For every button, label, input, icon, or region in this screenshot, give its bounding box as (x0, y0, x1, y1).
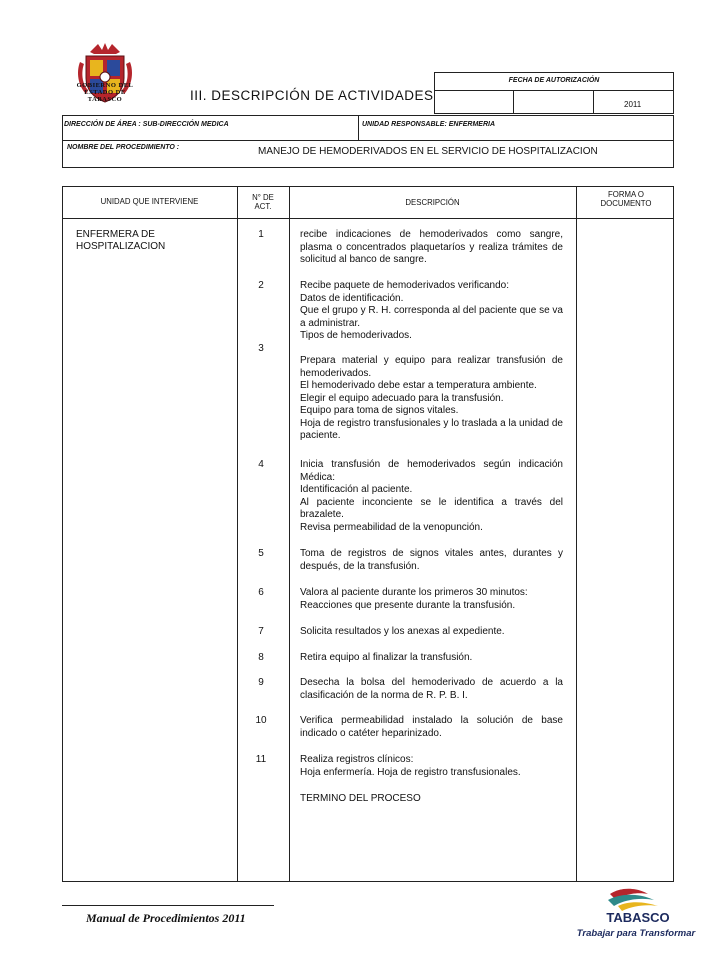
description-line: Solicita resultados y los anexas al expediente. (300, 626, 505, 637)
logo-caption-line-2: ESTADO DE (84, 89, 126, 96)
activity-description (300, 548, 563, 573)
activity-description (300, 229, 563, 267)
divider (593, 90, 594, 114)
description-line: Inicia transfusión de hemoderivados según indicación Médica: (300, 459, 563, 483)
activity-number: 6 (258, 587, 264, 598)
description-line: Equipo para toma de signos vitales. (300, 405, 459, 416)
manual-title: Manual de Procedimientos 2011 (86, 911, 246, 925)
activity-number: 10 (255, 715, 267, 726)
direccion-area: DIRECCIÓN DE ÁREA : SUB-DIRECCIÓN MEDICA (64, 121, 229, 128)
column-divider (289, 186, 290, 882)
activity-description (300, 280, 563, 343)
description-line: Hoja enfermería. Hoja de registro transfusionales. (300, 766, 521, 778)
direccion-row (62, 115, 674, 141)
activity-number: 9 (258, 677, 264, 688)
description-line: Tipos de hemoderivados. (300, 330, 412, 341)
activity-description (300, 626, 563, 639)
unidad-interviene: ENFERMERA DE HOSPITALIZACION (76, 229, 166, 252)
activity-number: 11 (255, 754, 267, 765)
activity-description (300, 459, 563, 534)
activity-number: 8 (258, 652, 264, 663)
column-divider (576, 186, 577, 882)
description-line: Valora al paciente durante los primeros 30 minutos: (300, 587, 528, 598)
activity-number: 2 (258, 280, 264, 291)
description-line: Hoja de registro transfusionales y lo traslada a la unidad de paciente. (300, 417, 563, 441)
unidad-responsable: UNIDAD RESPONSABLE: ENFERMERIA (362, 121, 496, 128)
description-line: Prepara material y equipo para realizar transfusión de hemoderivados. (300, 355, 563, 379)
activity-description (300, 587, 563, 612)
activity-description (300, 677, 563, 702)
logo-caption-line-1: GOBIERNO DEL (76, 82, 134, 89)
logo-caption (60, 82, 150, 103)
activity-number: 7 (258, 626, 264, 637)
header-num-act: N° DE ACT. (252, 193, 274, 211)
divider (358, 115, 359, 141)
year-value: 2011 (624, 100, 642, 109)
description-line: Datos de identificación. (300, 292, 404, 304)
tabasco-brand-logo (576, 886, 696, 942)
activity-description (300, 754, 563, 779)
table-header-divider (62, 218, 674, 219)
state-coat-of-arms-logo (72, 22, 138, 124)
fecha-label: FECHA DE AUTORIZACIÓN (508, 77, 600, 84)
description-line: Al paciente inconciente se le identifica a través del brazalete. (300, 496, 563, 520)
logo-slogan: Trabajar para Transformar (576, 928, 696, 939)
activity-number: 5 (258, 548, 264, 559)
footer-rule (62, 905, 274, 906)
logo-name: TABASCO (606, 910, 670, 925)
description-line: Que el grupo y R. H. corresponda al del paciente que se va a administrar. (300, 305, 563, 329)
activity-number: 4 (258, 459, 264, 470)
activity-number: 1 (258, 229, 264, 240)
end-of-process: TERMINO DEL PROCESO (300, 793, 421, 804)
header-forma-documento: FORMA O DOCUMENTO (600, 190, 652, 208)
description-line: Elegir el equipo adecuado para la transfusión. (300, 392, 504, 404)
nombre-procedimiento-label: NOMBRE DEL PROCEDIMIENTO : (67, 144, 180, 151)
divider (513, 90, 514, 114)
header-descripcion: DESCRIPCIÓN (405, 198, 460, 207)
activity-description (300, 715, 563, 740)
description-line: Reacciones que presente durante la transfusión. (300, 599, 516, 611)
divider (434, 90, 674, 91)
description-line: El hemoderivado debe estar a temperatura ambiente. (300, 380, 537, 391)
description-line: Identificación al paciente. (300, 484, 413, 495)
description-line: Toma de registros de signos vitales antes, durantes y después, de la transfusión. (300, 548, 563, 572)
activity-description (300, 652, 563, 665)
description-line: Verifica permeabilidad instalado la solución de base indicado o catéter heparinizado. (300, 715, 563, 739)
description-line: Recibe paquete de hemoderivados verificando: (300, 280, 510, 291)
description-line: Revisa permeabilidad de la venopunción. (300, 521, 483, 533)
logo-caption-line-3: TABASCO (87, 96, 123, 103)
description-line: Realiza registros clínicos: (300, 754, 414, 765)
page-title: III. DESCRIPCIÓN DE ACTIVIDADES (190, 88, 434, 103)
activity-description (300, 355, 563, 443)
procedimiento-name: MANEJO DE HEMODERIVADOS EN EL SERVICIO DE HOSPITALIZACION (258, 146, 598, 157)
description-line: Desecha la bolsa del hemoderivado de acuerdo a la clasificación de la norma de R. P. B. I. (300, 677, 563, 701)
activity-number: 3 (258, 343, 264, 354)
description-line: Retira equipo al finalizar la transfusión. (300, 652, 473, 663)
description-line: recibe indicaciones de hemoderivados como sangre, plasma o concentrados plaquetaríos y realiza trámites de solicitud al banco de sangre. (300, 229, 563, 265)
header-unidad: UNIDAD QUE INTERVIENE (100, 197, 199, 206)
